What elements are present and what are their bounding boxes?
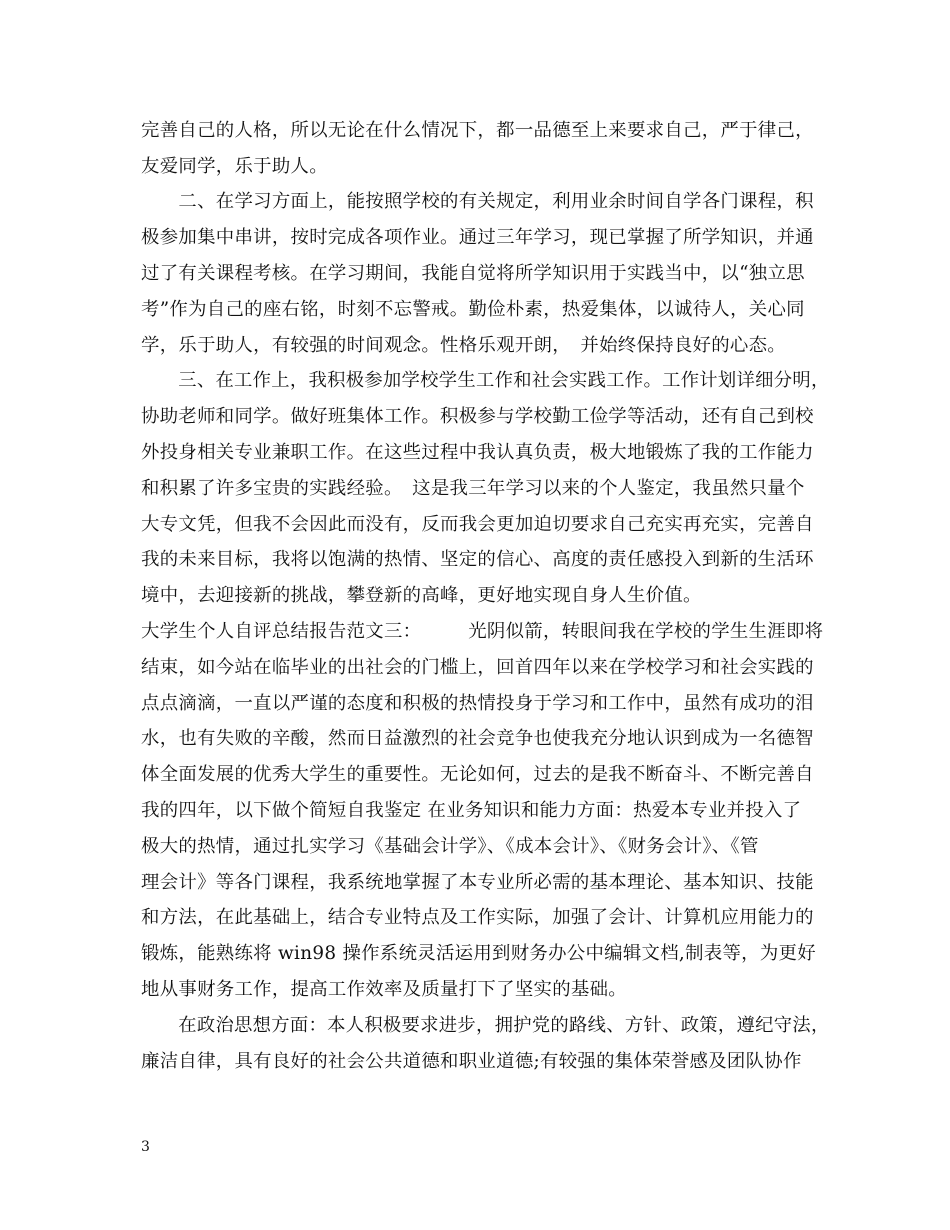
- text-line: 和方法，在此基础上，结合专业特点及工作实际，加强了会计、计算机应用能力的: [141, 907, 814, 928]
- text-line: 理会计》等各门课程，我系统地掌握了本专业所必需的基本理论、基本知识、技能: [141, 872, 814, 893]
- text-line: 大专文凭，但我不会因此而没有，反而我会更加迫切要求自己充实再充实，完善自: [141, 514, 814, 535]
- text-line: 锻炼，能熟练将 win98 操作系统灵活运用到财务办公中编辑文档,制表等，为更好: [141, 943, 816, 964]
- text-line: 地从事财务工作，提高工作效率及质量打下了坚实的基础。: [141, 979, 627, 1000]
- text-line: 在政治思想方面：本人积极要求进步，拥护党的路线、方针、政策，遵纪守法，: [141, 1015, 830, 1036]
- text-line: 学，乐于助人，有较强的时间观念。性格乐观开朗， 并始终保持良好的心态。: [141, 335, 786, 356]
- text-line: 水，也有失败的辛酸，然而日益激烈的社会竞争也使我充分地认识到成为一名德智: [141, 728, 814, 749]
- text-line: 三、在工作上，我积极参加学校学生工作和社会实践工作。工作计划详细分明，: [141, 370, 830, 391]
- text-line: 体全面发展的优秀大学生的重要性。无论如何，过去的是我不断奋斗、不断完善自: [141, 764, 814, 785]
- text-line: 友爱同学，乐于助人。: [141, 156, 328, 177]
- text-line: 我的四年，以下做个简短自我鉴定 在业务知识和能力方面：热爱本专业并投入了: [141, 800, 802, 821]
- text-line: 协助老师和同学。做好班集体工作。积极参与学校勤工俭学等活动，还有自己到校: [141, 406, 814, 427]
- text-line: 廉洁自律，具有良好的社会公共道德和职业道德;有较强的集体荣誉感及团队协作: [141, 1051, 802, 1072]
- text-line: 极参加集中串讲，按时完成各项作业。通过三年学习，现已掌握了所学知识，并通: [141, 227, 814, 248]
- text-line: 过了有关课程考核。在学习期间，我能自觉将所学知识用于实践当中，以“独立思: [141, 263, 805, 284]
- text-line: 外投身相关专业兼职工作。在这些过程中我认真负责，极大地锻炼了我的工作能力: [141, 442, 814, 463]
- text-line: 考”作为自己的座右铭，时刻不忘警戒。勤俭朴素，热爱集体，以诚待人，关心同: [141, 299, 805, 320]
- text-line: 结束，如今站在临毕业的出社会的门槛上，回首四年以来在学校学习和社会实践的: [141, 657, 814, 678]
- text-line: 二、在学习方面上，能按照学校的有关规定，利用业余时间自学各门课程，积: [141, 191, 814, 212]
- text-line: 和积累了许多宝贵的实践经验。 这是我三年学习以来的个人鉴定，我虽然只量个: [141, 478, 805, 499]
- text-line: 完善自己的人格，所以无论在什么情况下，都一品德至上来要求自己，严于律己，: [141, 120, 814, 141]
- text-line: 极大的热情，通过扎实学习《基础会计学》、《成本会计》、《财务会计》、《管: [141, 836, 759, 857]
- text-line: 大学生个人自评总结报告范文三： 光阴似箭，转眼间我在学校的学生生涯即将: [141, 621, 824, 642]
- text-line: 我的未来目标，我将以饱满的热情、坚定的信心、高度的责任感投入到新的生活环: [141, 549, 814, 570]
- text-line: 点点滴滴，一直以严谨的态度和积极的热情投身于学习和工作中，虽然有成功的泪: [141, 693, 814, 714]
- text-line: 境中，去迎接新的挑战，攀登新的高峰，更好地实现自身人生价值。: [141, 585, 702, 606]
- page-number: 3: [141, 1139, 150, 1155]
